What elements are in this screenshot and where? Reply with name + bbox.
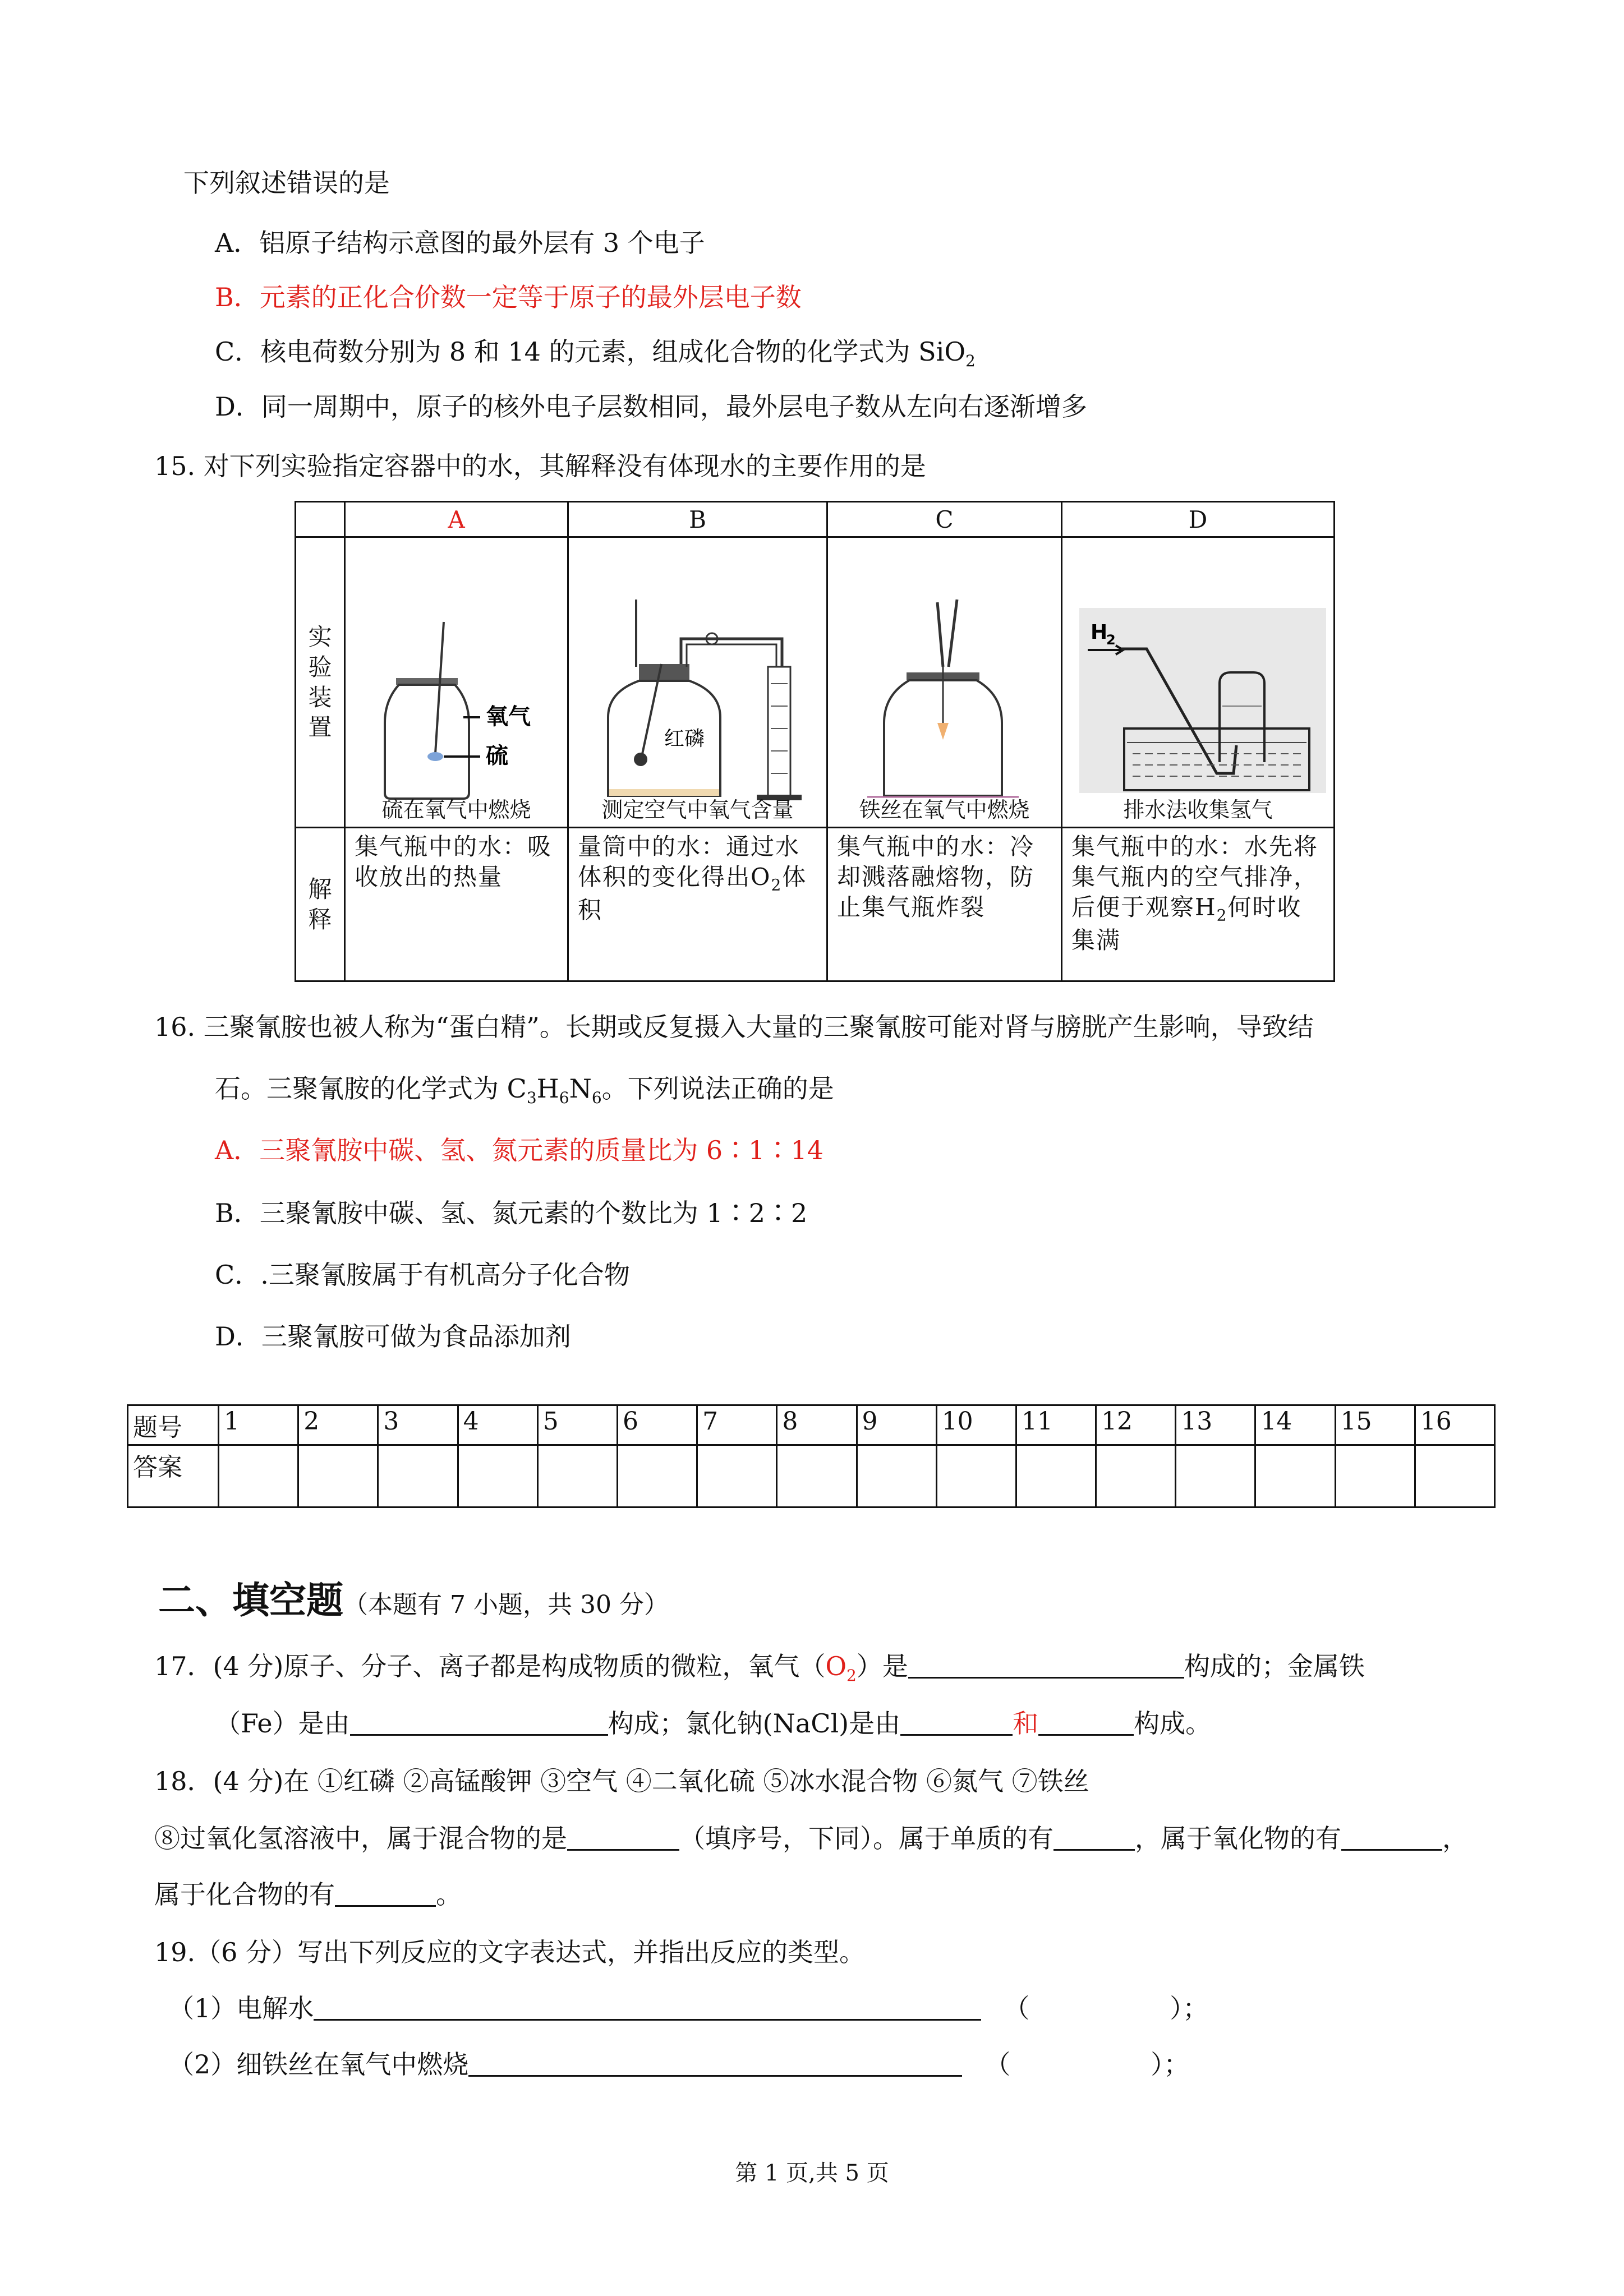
answer-number-cell: 14 [1255, 1405, 1335, 1445]
answer-number-cell: 15 [1335, 1405, 1415, 1445]
caption-b: 测定空气中氧气含量 [601, 797, 794, 822]
explain-b: 量筒中的水：通过水体积的变化得出$O_2$体积 [568, 828, 827, 981]
answer-number-cell: 2 [298, 1405, 378, 1445]
q14-option-a: A．铝原子结构示意图的最外层有 3 个电子 [215, 228, 705, 258]
answer-number-cell: 8 [777, 1405, 857, 1445]
answer-number-cell: 7 [697, 1405, 777, 1445]
h2-label: H [1091, 621, 1108, 644]
explain-d: 集气瓶中的水：水先将集气瓶内的空气排净，后便于观察$H_2$何时收集满 [1062, 828, 1335, 981]
answer-input-cell[interactable] [1335, 1445, 1415, 1507]
answer-number-cell: 3 [378, 1405, 458, 1445]
q14-option-b: B．元素的正化合价数一定等于原子的最外层电子数 [215, 282, 802, 312]
answer-input-cell[interactable] [1176, 1445, 1255, 1507]
q17-blank-nacl-1[interactable] [900, 1712, 1013, 1736]
q18-line3: 属于化合物的有 。 [154, 1879, 462, 1910]
q18-blank-element[interactable] [1053, 1827, 1135, 1851]
header-b: B [568, 502, 827, 537]
figure-d [1062, 537, 1335, 828]
row-label-device: 实验装置 [296, 537, 345, 828]
q17-line2: （Fe）是由 构成；氯化钠(NaCl)是由 和 构成。 [215, 1708, 1212, 1739]
answer-row-label-answer: 答案 [128, 1445, 219, 1507]
q18-blank-mixture[interactable] [567, 1827, 679, 1851]
answer-input-cell[interactable] [298, 1445, 378, 1507]
water-displacement-figure [1062, 538, 1342, 827]
q15-stem: 15. 对下列实验指定容器中的水，其解释没有体现水的主要作用的是 [154, 451, 926, 481]
header-a: A [345, 502, 568, 537]
explain-a: 集气瓶中的水：吸收放出的热量 [345, 828, 568, 981]
q16-option-a: A．三聚氰胺中碳、氢、氮元素的质量比为 6∶1∶14 [215, 1135, 823, 1165]
answer-input-cell[interactable] [1016, 1445, 1096, 1507]
figure-a [345, 537, 568, 828]
figure-b [568, 537, 827, 828]
answer-number-cell: 16 [1415, 1405, 1494, 1445]
q16-option-b: B．三聚氰胺中碳、氢、氮元素的个数比为 1∶2∶2 [215, 1198, 808, 1228]
red-phosphorus-label: 红磷 [664, 727, 705, 750]
q16-option-c: C．.三聚氰胺属于有机高分子化合物 [215, 1260, 630, 1290]
answer-number-cell: 4 [458, 1405, 537, 1445]
caption-d: 排水法收集氢气 [1123, 797, 1273, 822]
answer-input-cell[interactable] [219, 1445, 298, 1507]
header-c: C [827, 502, 1062, 537]
answer-input-cell[interactable] [1415, 1445, 1494, 1507]
q14-option-c: C．核电荷数分别为 8 和 14 的元素，组成化合物的化学式为 SiO$_2$ [215, 336, 976, 371]
iron-burning-figure [828, 538, 1062, 827]
q17-blank-iron[interactable] [350, 1712, 608, 1736]
answer-input-cell[interactable] [458, 1445, 537, 1507]
q16-stem-line2: 石。三聚氰胺的化学式为 $C_3H_6N_6$。下列说法正确的是 [215, 1073, 834, 1108]
answer-number-cell: 5 [537, 1405, 617, 1445]
q19-blank-1[interactable] [314, 1997, 981, 2021]
answer-input-cell[interactable] [936, 1445, 1016, 1507]
answer-number-cell: 6 [617, 1405, 697, 1445]
answer-table [127, 1404, 1496, 1508]
oxygen-content-figure [569, 538, 828, 827]
q14-option-d: D．同一周期中，原子的核外电子层数相同，最外层电子数从左向右逐渐增多 [215, 391, 1087, 422]
answer-number-cell: 10 [936, 1405, 1016, 1445]
answer-number-cell: 12 [1096, 1405, 1176, 1445]
q16-stem-line1: 16. 三聚氰胺也被人称为“蛋白精”。长期或反复摄入大量的三聚氰胺可能对肾与膀胱产生影响，导致结 [154, 1012, 1314, 1042]
q18-line2: ⑧过氧化氢溶液中，属于混合物的是 （填序号，下同）。属于单质的有 ，属于氧化物的有 ， [154, 1823, 1468, 1854]
answer-number-cell: 9 [857, 1405, 936, 1445]
q19-item1: （1）电解水 （ ）； [168, 1993, 1209, 2023]
page-footer: 第 1 页,共 5 页 [735, 2160, 889, 2186]
row-label-explain: 解释 [296, 828, 345, 981]
q19-item2: （2）细铁丝在氧气中燃烧 （ ）； [168, 2049, 1190, 2080]
q17-blank-nacl-2[interactable] [1038, 1712, 1134, 1736]
q18-line1: 18．(4 分)在 ①红磷 ②高锰酸钾 ③空气 ④二氧化硫 ⑤冰水混合物 ⑥氮气 ⑦铁丝 [154, 1766, 1089, 1796]
caption-c: 铁丝在氧气中燃烧 [859, 797, 1030, 822]
sulfur-label: 硫 [486, 743, 508, 769]
answer-input-cell[interactable] [857, 1445, 936, 1507]
q17-line1: 17．(4 分)原子、分子、离子都是构成物质的微粒，氧气$(O_2)$是 构成的；金属铁 [154, 1651, 1365, 1685]
figure-c [827, 537, 1062, 828]
q18-blank-compound[interactable] [335, 1883, 436, 1907]
answer-number-cell: 13 [1176, 1405, 1255, 1445]
header-d: D [1062, 502, 1335, 537]
sulfur-burning-figure [346, 538, 569, 827]
explain-c: 集气瓶中的水：冷却溅落融熔物，防止集气瓶炸裂 [827, 828, 1062, 981]
svg-text:2: 2 [1106, 632, 1116, 648]
answer-input-cell[interactable] [697, 1445, 777, 1507]
answer-row-label-number: 题号 [128, 1405, 219, 1445]
q17-blank-oxygen[interactable] [908, 1654, 1184, 1679]
q14-stem: 下列叙述错误的是 [183, 168, 390, 198]
answer-input-cell[interactable] [777, 1445, 857, 1507]
answer-input-cell[interactable] [1096, 1445, 1176, 1507]
q19-stem: 19.（6 分）写出下列反应的文字表达式，并指出反应的类型。 [154, 1937, 866, 1967]
answer-number-cell: 11 [1016, 1405, 1096, 1445]
q18-blank-oxide[interactable] [1341, 1827, 1442, 1851]
experiment-table [295, 501, 1335, 982]
oxygen-label: 氧气 [486, 704, 531, 730]
header-blank [296, 502, 345, 537]
answer-number-cell: 1 [219, 1405, 298, 1445]
answer-input-cell[interactable] [537, 1445, 617, 1507]
answer-input-cell[interactable] [378, 1445, 458, 1507]
q19-blank-2[interactable] [468, 2053, 962, 2077]
section-title: 二、填空题（本题有 7 小题，共 30 分） [158, 1579, 669, 1622]
caption-a: 硫在氧气中燃烧 [381, 797, 531, 822]
answer-input-cell[interactable] [1255, 1445, 1335, 1507]
q16-option-d: D．三聚氰胺可做为食品添加剂 [215, 1321, 571, 1352]
answer-input-cell[interactable] [617, 1445, 697, 1507]
